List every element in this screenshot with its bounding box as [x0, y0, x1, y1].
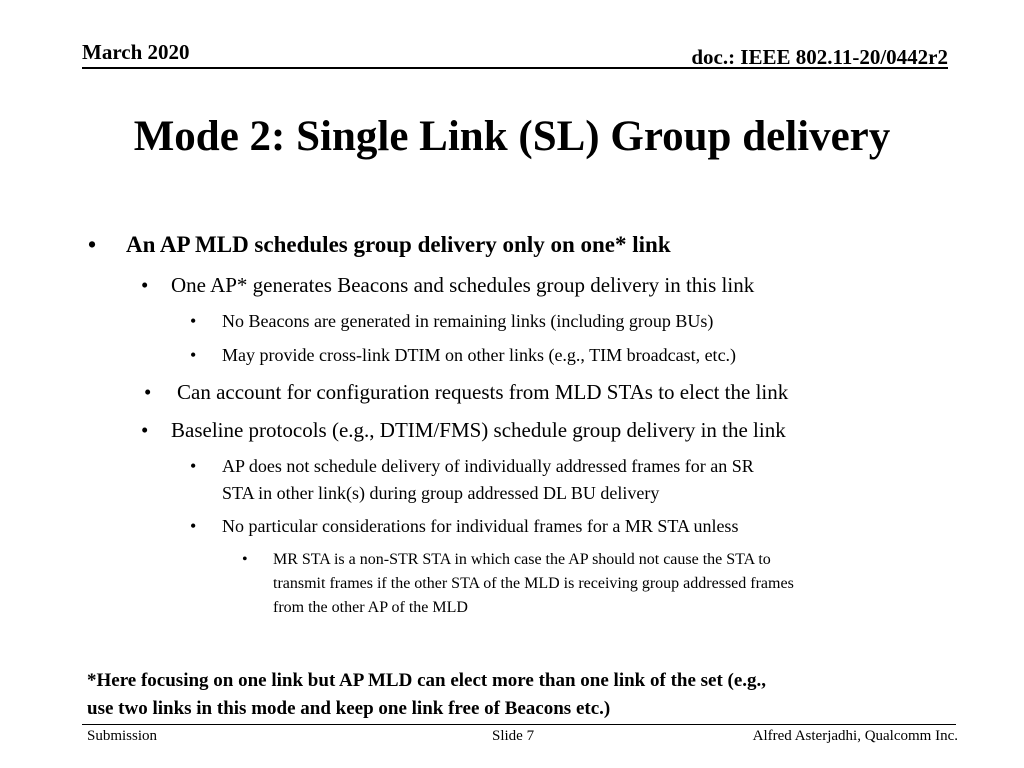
bullet-icon: • — [242, 551, 248, 568]
footnote — [87, 667, 927, 723]
footnote-line: use two links in this mode and keep one link free of Beacons etc.) — [87, 698, 611, 719]
bullet-text: One AP* generates Beacons and schedules group delivery in this link — [171, 273, 755, 297]
footer-author: Alfred Asterjadhi, Qualcomm Inc. — [752, 728, 958, 744]
slide-title: Mode 2: Single Link (SL) Group delivery — [133, 113, 891, 160]
bullet-text-line: from the other AP of the MLD — [273, 599, 468, 616]
bullet-icon: • — [141, 273, 149, 297]
bullet-icon: • — [190, 456, 197, 476]
bullet-text: Can account for configuration requests from MLD STAs to elect the link — [177, 380, 789, 404]
bullet-text: No Beacons are generated in remaining links (including group BUs) — [222, 311, 714, 331]
bullet-text-line: MR STA is a non-STR STA in which case the AP should not cause the STA to — [273, 551, 771, 568]
footer-submission: Submission — [87, 728, 158, 744]
bullet-text: An AP MLD schedules group delivery only on one* link — [126, 232, 671, 257]
bullet-text-line: STA in other link(s) during group addressed DL BU delivery — [222, 483, 660, 503]
bullet-text: Baseline protocols (e.g., DTIM/FMS) schedule group delivery in the link — [171, 418, 786, 442]
bullet-text-line: AP does not schedule delivery of individually addressed frames for an SR — [222, 456, 754, 476]
bullet-icon: • — [190, 311, 197, 331]
footnote-line: *Here focusing on one link but AP MLD can elect more than one link of the set (e.g., — [87, 670, 767, 691]
header-divider — [82, 67, 948, 69]
footer-divider — [82, 724, 956, 725]
bullet-text-line: transmit frames if the other STA of the MLD is receiving group addressed frames — [273, 575, 794, 592]
bullet-icon: • — [144, 380, 152, 404]
bullet-text: May provide cross-link DTIM on other links (e.g., TIM broadcast, etc.) — [222, 345, 737, 365]
bullet-icon: • — [141, 418, 149, 442]
footer-slide-number: Slide 7 — [492, 728, 535, 744]
bullet-icon: • — [88, 232, 97, 257]
bullet-icon: • — [190, 345, 197, 365]
bullet-icon: • — [190, 516, 197, 536]
bullet-text: No particular considerations for individual frames for a MR STA unless — [222, 516, 739, 536]
header-date: March 2020 — [82, 40, 190, 64]
header-doc-id: doc.: IEEE 802.11-20/0442r2 — [691, 45, 948, 69]
